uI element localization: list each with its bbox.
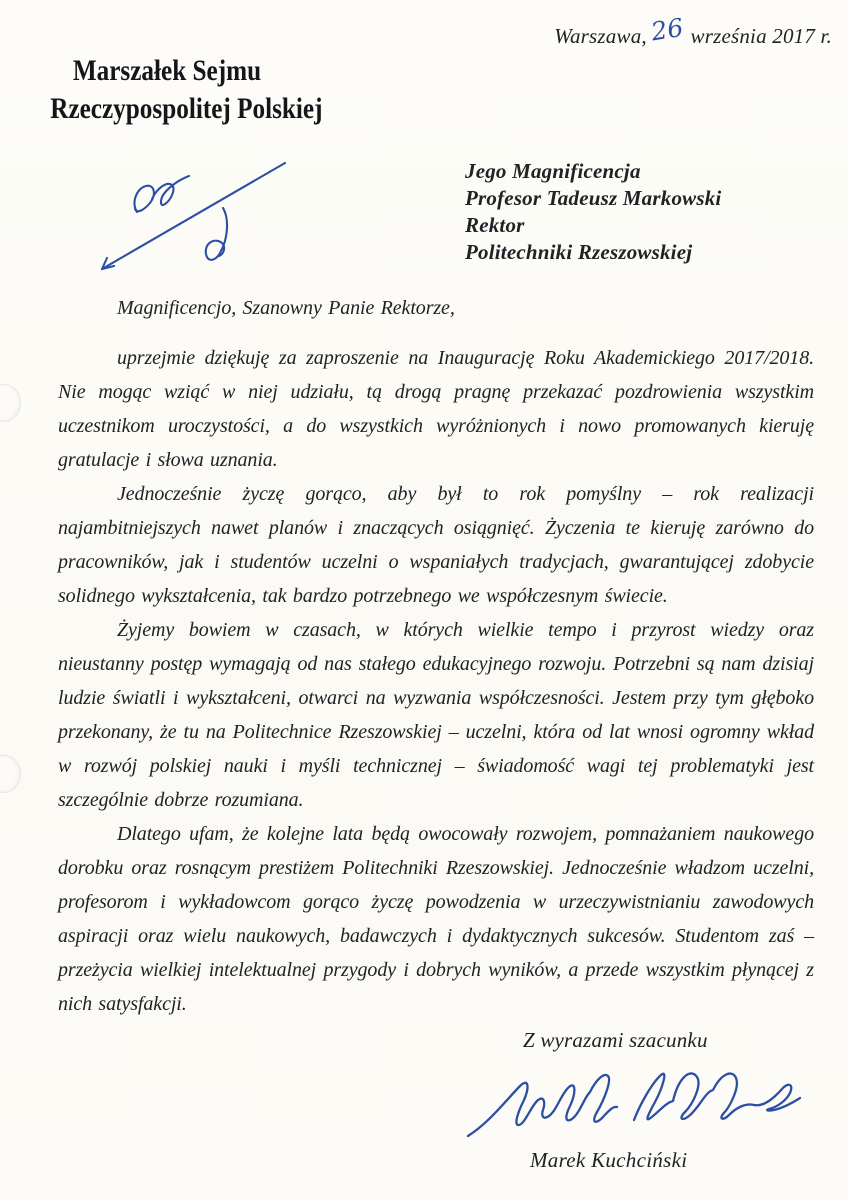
signature-scribble xyxy=(462,1062,818,1158)
date-city: Warszawa, xyxy=(554,24,647,48)
recipient-line: Jego Magnificencja xyxy=(465,159,641,183)
recipient-line: Profesor Tadeusz Markowski xyxy=(465,186,722,210)
handwritten-annotation-mark xyxy=(88,146,300,280)
closing-phrase: Z wyrazami szacunku xyxy=(523,1028,708,1052)
paragraph-2: Jednocześnie życzę gorąco, aby był to rok pomyślny – rok realizacji najambitniejszych nawet planów i znaczących osiągnięć. Życzenia te kieruję zarówno do pracowników, jak i studentów uczelni o wspaniałych tradycjach, gwarantującej zdobycie solidnego wykształcenia, tak bardzo potrzebnego we współczesnym świecie. xyxy=(58,483,814,607)
paragraph-3: Żyjemy bowiem w czasach, w których wielkie tempo i przyrost wiedzy oraz nieustanny postęp wymagają od nas stałego edukacyjnego rozwoju. Potrzebni są nam dzisiaj ludzie światli i wykształceni, otwarci na wyzwania współczesności. Jestem przy tym głęboko przekonany, że tu na Politechnice Rzeszowskiej – uczelni, która od lat wnosi ogromny wkład w rozwój polskiej nauki i myśli technicznej – świadomość wagi tej problematyki jest szczególnie dobrze rozumiana. xyxy=(58,619,814,811)
letter-body xyxy=(58,291,814,1021)
paragraph-1: uprzejmie dziękuję za zaproszenie na Inaugurację Roku Akademickiego 2017/2018. Nie mogąc wziąć w niej udziału, tą drogą pragnę przekazać pozdrowienia wszystkim uczestnikom uroczystości, a do wszystkich wyróżnionych i nowo promowanych kieruję gratulacje i słowa uznania. xyxy=(58,347,814,471)
handwritten-day: 26 xyxy=(648,12,686,47)
letterhead xyxy=(50,52,323,128)
recipient-line: Rektor xyxy=(465,213,525,237)
recipient-block xyxy=(465,158,721,266)
punch-hole-artifact xyxy=(0,755,21,793)
punch-hole-artifact xyxy=(0,384,21,422)
recipient-line: Politechniki Rzeszowskiej xyxy=(465,240,693,264)
salutation: Magnificencjo, Szanowny Panie Rektorze, xyxy=(117,297,455,319)
paragraph-4: Dlatego ufam, że kolejne lata będą owocowały rozwojem, pomnażaniem naukowego dorobku oraz rosnącym prestiżem Politechniki Rzeszowskiej. Jednocześnie władzom uczelni, profesorom i wykładowcom gorąco życzę powodzenia w urzeczywistnianiu zawodowych aspiracji oraz wielu naukowych, badawczych i dydaktycznych sukcesów. Studentom zaś – przeżycia wielkiej intelektualnej przygody i dobrych wyników, a przede wszystkim płynącej z nich satysfakcji. xyxy=(58,823,814,1015)
signer-typed-name: Marek Kuchciński xyxy=(530,1148,688,1172)
letterhead-line2: Rzeczypospolitej Polskiej xyxy=(50,92,323,125)
letterhead-line1: Marszałek Sejmu xyxy=(72,54,262,87)
date-rest: września 2017 r. xyxy=(690,24,832,48)
date-line xyxy=(554,12,832,49)
